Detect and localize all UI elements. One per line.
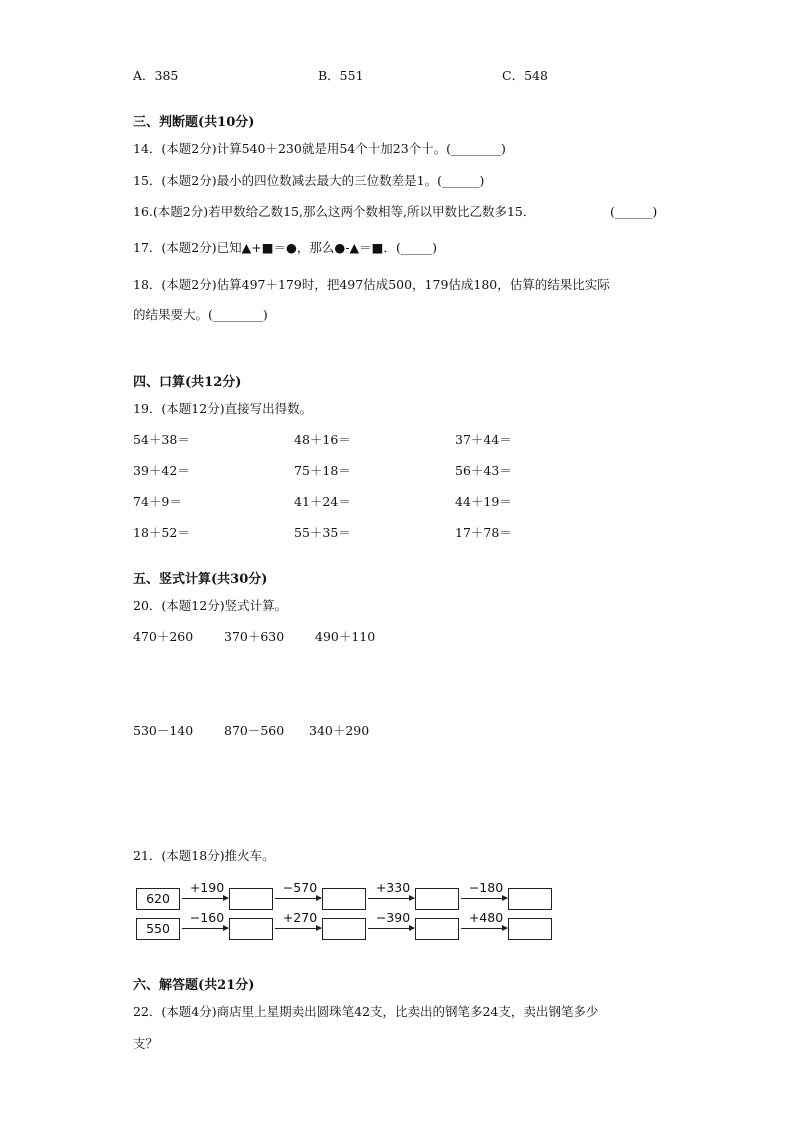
arrow-icon bbox=[182, 898, 228, 899]
answer-box[interactable] bbox=[229, 918, 273, 940]
train-op-label: +330 bbox=[375, 880, 411, 895]
answer-box[interactable] bbox=[508, 888, 552, 910]
question-19: 19．(本题12分)直接写出得数。 bbox=[133, 401, 313, 416]
train-op-label: +480 bbox=[468, 910, 504, 925]
question-22-line2: 支？ bbox=[133, 1036, 159, 1051]
train-op-label: −390 bbox=[375, 910, 411, 925]
train-op-label: +190 bbox=[189, 880, 225, 895]
question-18-line2: 的结果要大。(________) bbox=[133, 307, 268, 322]
answer-box[interactable] bbox=[322, 918, 366, 940]
oral-calc-item: 54＋38＝ bbox=[133, 432, 190, 447]
train-op-label: +270 bbox=[282, 910, 318, 925]
oral-calc-item: 74＋9＝ bbox=[133, 494, 182, 509]
vertical-calc-item: 870－560 bbox=[224, 723, 285, 738]
question-22-line1: 22．(本题4分)商店里上星期卖出圆珠笔42支，比卖出的钢笔多24支，卖出钢笔多少 bbox=[133, 1004, 599, 1019]
section5-heading: 五、竖式计算(共30分) bbox=[133, 572, 268, 587]
vertical-calc-item: 470＋260 bbox=[133, 629, 194, 644]
train-row-1 bbox=[136, 880, 556, 911]
oral-calc-item: 48＋16＝ bbox=[294, 432, 351, 447]
question-16-blank: (______) bbox=[610, 204, 658, 219]
question-17: 17．(本题2分)已知▲+■＝●，那么●-▲＝■．(_____) bbox=[133, 240, 437, 255]
section3-heading: 三、判断题(共10分) bbox=[133, 115, 255, 130]
oral-calc-item: 55＋35＝ bbox=[294, 525, 351, 540]
question-14: 14．(本题2分)计算540＋230就是用54个十加23个十。(________) bbox=[133, 141, 506, 156]
answer-box[interactable] bbox=[508, 918, 552, 940]
answer-box[interactable] bbox=[415, 918, 459, 940]
answer-box[interactable] bbox=[415, 888, 459, 910]
oral-calc-item: 17＋78＝ bbox=[455, 525, 512, 540]
train-op-label: −570 bbox=[282, 880, 318, 895]
arrow-icon bbox=[461, 898, 507, 899]
question-20: 20．(本题12分)竖式计算。 bbox=[133, 598, 288, 613]
choice-c: C．548 bbox=[502, 68, 548, 83]
vertical-calc-item: 530－140 bbox=[133, 723, 194, 738]
vertical-calc-item: 490＋110 bbox=[315, 629, 376, 644]
answer-box[interactable] bbox=[322, 888, 366, 910]
arrow-icon bbox=[275, 898, 321, 899]
train-start-box: 550 bbox=[136, 918, 180, 940]
arrow-icon bbox=[461, 928, 507, 929]
train-start-box: 620 bbox=[136, 888, 180, 910]
choice-a: A．385 bbox=[133, 68, 179, 83]
oral-calc-item: 41＋24＝ bbox=[294, 494, 351, 509]
answer-box[interactable] bbox=[229, 888, 273, 910]
section6-heading: 六、解答题(共21分) bbox=[133, 978, 255, 993]
question-21: 21．(本题18分)推火车。 bbox=[133, 848, 275, 863]
vertical-calc-item: 340＋290 bbox=[309, 723, 370, 738]
train-row-2 bbox=[136, 910, 556, 941]
oral-calc-item: 37＋44＝ bbox=[455, 432, 512, 447]
arrow-icon bbox=[182, 928, 228, 929]
oral-calc-item: 44＋19＝ bbox=[455, 494, 512, 509]
oral-calc-item: 56＋43＝ bbox=[455, 463, 512, 478]
question-16: 16.(本题2分)若甲数给乙数15,那么这两个数相等,所以甲数比乙数多15． bbox=[133, 204, 536, 219]
arrow-icon bbox=[368, 898, 414, 899]
arrow-icon bbox=[275, 928, 321, 929]
question-15: 15．(本题2分)最小的四位数减去最大的三位数差是1。(______) bbox=[133, 173, 485, 188]
choice-b: B．551 bbox=[318, 68, 364, 83]
oral-calc-item: 18＋52＝ bbox=[133, 525, 190, 540]
train-op-label: −180 bbox=[468, 880, 504, 895]
arrow-icon bbox=[368, 928, 414, 929]
section4-heading: 四、口算(共12分) bbox=[133, 375, 242, 390]
question-18-line1: 18．(本题2分)估算497＋179时，把497估成500，179估成180，估算的结果比实际 bbox=[133, 277, 610, 292]
oral-calc-item: 75＋18＝ bbox=[294, 463, 351, 478]
oral-calc-item: 39＋42＝ bbox=[133, 463, 190, 478]
train-op-label: −160 bbox=[189, 910, 225, 925]
vertical-calc-item: 370＋630 bbox=[224, 629, 285, 644]
